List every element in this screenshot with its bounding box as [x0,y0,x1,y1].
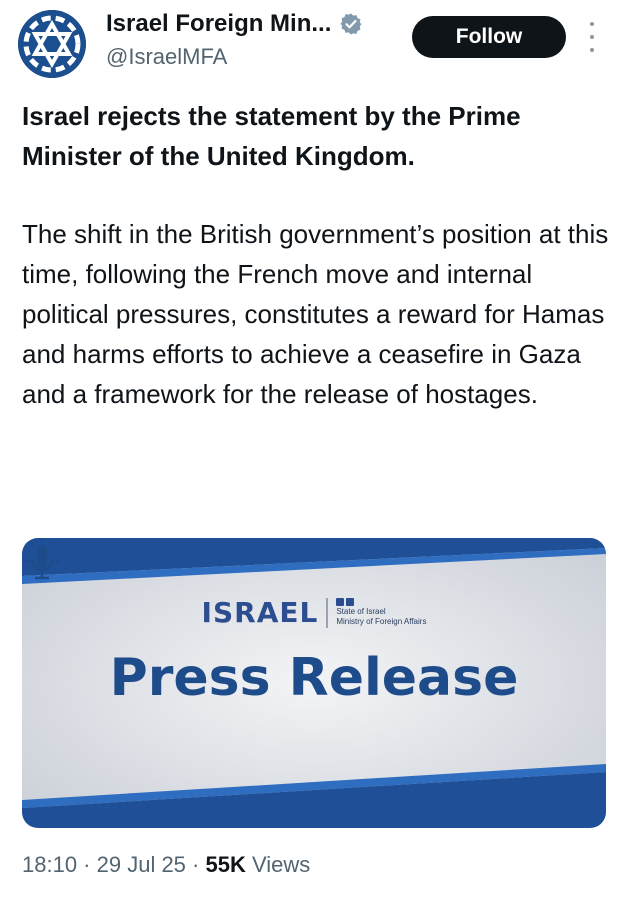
tweet-header [0,0,628,90]
press-release-image[interactable] [22,538,606,828]
tweet-headline: Israel rejects the statement by the Prime Minister of the United Kingdom. [22,101,521,171]
meta-separator: · [185,852,206,877]
views-count[interactable]: 55K [205,852,246,877]
press-release-title: Press Release [109,648,519,708]
state-line1: State of Israel [336,607,386,616]
tweet-text [22,96,612,414]
account-info[interactable] [106,10,363,70]
display-name[interactable]: Israel Foreign Min... [106,10,332,37]
meta-separator: · [77,852,97,877]
verified-badge-icon [339,12,363,36]
logo-divider [326,598,328,628]
tweet-time[interactable]: 18:10 [22,852,78,877]
star-of-david-emblem-icon [18,10,86,78]
state-emblem-icon [336,598,426,606]
tweet-meta [22,852,310,878]
views-label: Views [245,852,311,877]
israel-logo [22,596,606,629]
tweet-body: The shift in the British government’s position at this time, following the French move and internal political pressures, constitutes a reward for Hamas and harms efforts to achieve a ceasefire in Gaza and a framework for the release of hostages. [22,219,609,409]
account-handle[interactable]: @IsraelMFA [106,44,228,69]
state-label [336,598,426,627]
follow-button[interactable]: Follow [412,16,566,58]
logo-word: ISRAEL [201,596,319,629]
more-vertical-icon[interactable] [584,22,600,52]
state-line2: Ministry of Foreign Affairs [336,617,427,626]
tweet-date[interactable]: 29 Jul 25 [96,852,186,877]
avatar[interactable] [18,10,86,78]
microphone-icon [22,538,62,590]
